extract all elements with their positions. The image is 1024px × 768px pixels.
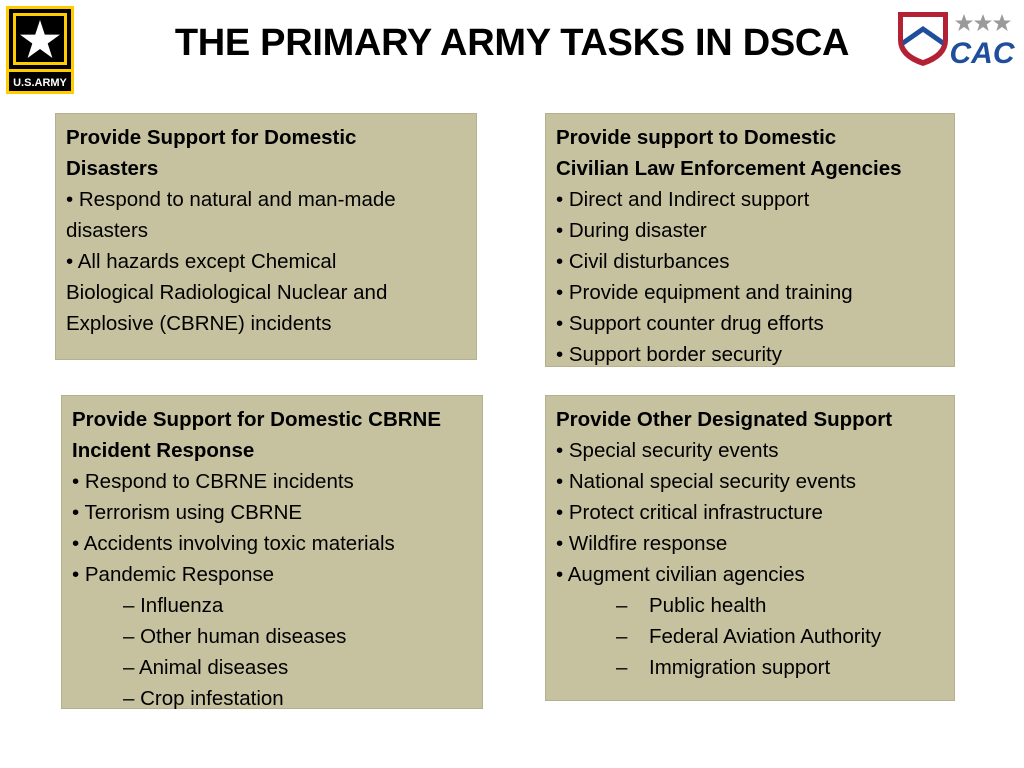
task-box-cbrne-response (61, 395, 483, 709)
bullet-item: disasters (66, 219, 149, 242)
bullet-item: • Respond to natural and man-made (66, 188, 396, 211)
sub-bullet-text: Immigration support (649, 656, 831, 679)
bullet-item: • Protect critical infrastructure (556, 501, 823, 524)
sub-bullet-item (556, 652, 944, 683)
bullet-item: • Provide equipment and training (556, 281, 853, 304)
us-army-logo (6, 6, 74, 94)
bullet-item: • Support counter drug efforts (556, 312, 824, 335)
bullet-item: • Augment civilian agencies (556, 563, 805, 586)
box-heading-line: Incident Response (72, 439, 255, 462)
task-box-domestic-disasters (55, 113, 477, 360)
sub-bullet-dash: – (616, 656, 628, 679)
bullet-item: • Special security events (556, 439, 779, 462)
task-box-other-support (545, 395, 955, 701)
sub-bullet-item: – Crop infestation (123, 687, 284, 710)
task-box-law-enforcement (545, 113, 955, 367)
bullet-item: • During disaster (556, 219, 707, 242)
page-title: THE PRIMARY ARMY TASKS IN DSCA (174, 22, 850, 64)
bullet-item: • National special security events (556, 470, 857, 493)
box-heading-line: Provide Other Designated Support (556, 408, 893, 431)
star-icon (993, 14, 1011, 31)
cac-logo (896, 10, 1016, 68)
bullet-item: • Respond to CBRNE incidents (72, 470, 354, 493)
box-heading-line: Disasters (66, 157, 159, 180)
box-heading-line: Provide Support for Domestic CBRNE (72, 408, 442, 431)
bullet-item: • Terrorism using CBRNE (72, 501, 303, 524)
bullet-item: • Support border security (556, 343, 782, 366)
us-army-logo-text: U.S.ARMY (13, 77, 67, 89)
sub-bullet-item (556, 621, 944, 652)
bullet-item: • Direct and Indirect support (556, 188, 810, 211)
box-heading-line: Provide Support for Domestic (66, 126, 357, 149)
sub-bullet-dash: – (616, 625, 628, 648)
bullet-item: • All hazards except Chemical (66, 250, 337, 273)
sub-bullet-item (556, 590, 944, 621)
sub-bullet-item: – Other human diseases (123, 625, 347, 648)
sub-bullet-text: Federal Aviation Authority (649, 625, 882, 648)
sub-bullet-dash: – (616, 594, 628, 617)
bullet-item: Biological Radiological Nuclear and (66, 281, 388, 304)
box-heading-line: Provide support to Domestic (556, 126, 837, 149)
sub-bullet-item: – Influenza (123, 594, 224, 617)
bullet-item: • Civil disturbances (556, 250, 730, 273)
bullet-item: • Pandemic Response (72, 563, 275, 586)
sub-bullet-item: – Animal diseases (123, 656, 289, 679)
star-icon (955, 14, 973, 31)
star-icon (974, 14, 992, 31)
cac-logo-text: CAC (949, 37, 1015, 68)
bullet-item: • Wildfire response (556, 532, 728, 555)
sub-bullet-text: Public health (649, 594, 767, 617)
box-heading-line: Civilian Law Enforcement Agencies (556, 157, 902, 180)
bullet-item: • Accidents involving toxic materials (72, 532, 395, 555)
bullet-item: Explosive (CBRNE) incidents (66, 312, 332, 335)
